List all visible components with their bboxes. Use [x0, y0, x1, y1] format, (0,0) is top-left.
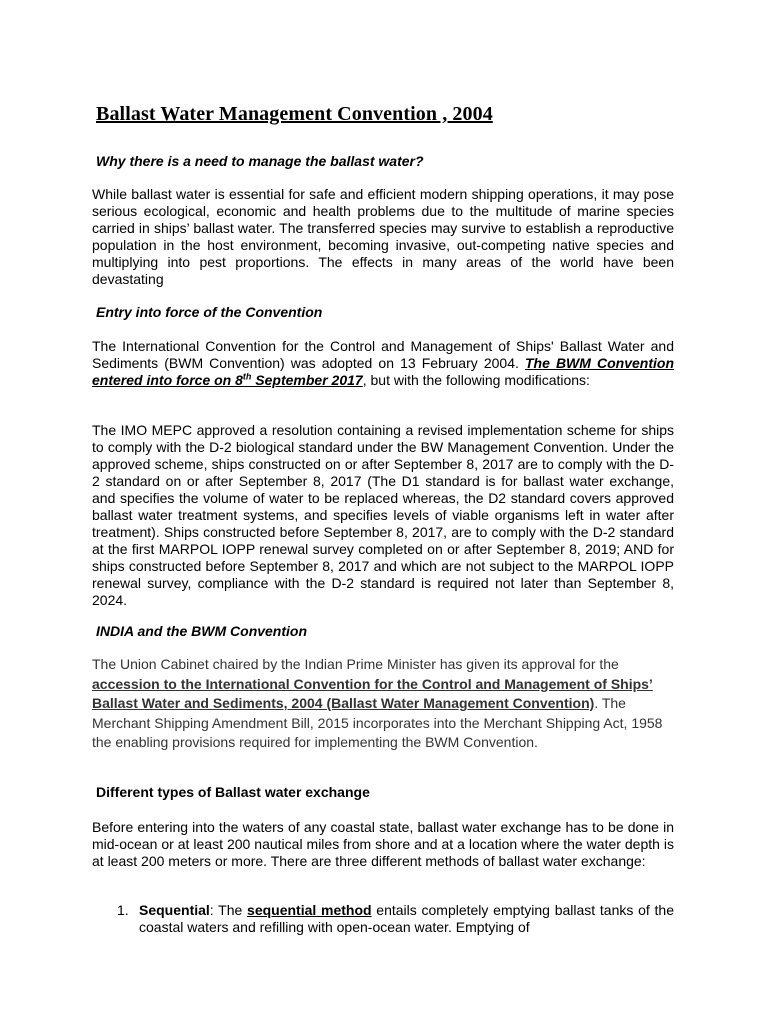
entry-text-start: The International Convention for the Control and Management of Ships' Ballast Water and Sediments (BWM Convention) was adopted on 13 February 2004.: [92, 338, 674, 371]
paragraph-entry-into-force: [92, 338, 674, 389]
paragraph-exchange-types: Before entering into the waters of any coastal state, ballast water exchange has to be done in mid-ocean or at least 200 nautical miles from shore and at a location where the water depth is at least 200 meters or more. There are three different methods of ballast water exchange:: [92, 819, 674, 869]
entry-text-end: , but with the following modifications:: [362, 372, 590, 388]
document-title: Ballast Water Management Convention , 2004: [96, 103, 493, 125]
list-item-method-link: sequential method: [247, 902, 372, 918]
section-heading-entry-into-force: Entry into force of the Convention: [96, 304, 323, 320]
paragraph-need: While ballast water is essential for safe and efficient modern shipping operations, it may pose serious ecological, economic and health problems due to the multitude of marine species carried in ships’ ballast water. The transferred species may survive to establish a reproductive population in the host environment, becoming invasive, out-competing native species and multiplying into pest proportions. The effects in many areas of the world have been devastating: [92, 186, 674, 287]
list-item-separator: : The: [209, 902, 248, 918]
list-item-number: 1.: [117, 902, 129, 918]
entry-date-month: September 2017: [251, 372, 363, 388]
india-text-end: . The Merchant Shipping Amendment Bill, 2015 incorporates into the Merchant Shipping Act, 1958 the enabling provisions required for implementing the BWM Convention.: [92, 695, 663, 750]
section-heading-exchange-types: Different types of Ballast water exchange: [96, 784, 370, 800]
paragraph-implementation-scheme: The IMO MEPC approved a resolution containing a revised implementation scheme for ships to comply with the D-2 biological standard under the BW Management Convention. Under the approved scheme, ships constructed on or after September 8, 2017 are to comply with the D-2 standard on or after September 8, 2017 (The D1 standard is for ballast water exchange, and specifies the volume of water to be replaced whereas, the D2 standard covers approved ballast water treatment systems, and specifies levels of viable organisms left in water after treatment). Ships constructed before September 8, 2017, are to comply with the D-2 standard at the first MARPOL IOPP renewal survey completed on or after September 8, 2019; AND for ships constructed before September 8, 2017 and which are not subject to the MARPOL IOPP renewal survey, compliance with the D-2 standard is required not later than September 8, 2024.: [92, 422, 674, 608]
section-heading-india: INDIA and the BWM Convention: [96, 623, 308, 639]
entry-date-text: The BWM Convention entered into force on 8: [92, 355, 675, 388]
list-item-description: entails completely emptying ballast tanks of the coastal waters and refilling with open-ocean water. Emptying of: [139, 902, 674, 935]
list-item-text: [139, 902, 674, 936]
india-text-start: The Union Cabinet chaired by the Indian Prime Minister has given its approval for the: [92, 656, 619, 672]
paragraph-india: [92, 655, 676, 753]
india-accession-emphasis: accession to the International Convention for the Control and Management of Ships’ Ballast Water and Sediments, 2004 (Ballast Water Management Convention): [92, 675, 653, 711]
list-item-term: Sequential: [139, 902, 210, 918]
entry-date-ordinal: th: [242, 371, 252, 382]
section-heading-need: Why there is a need to manage the ballast water?: [96, 153, 424, 169]
